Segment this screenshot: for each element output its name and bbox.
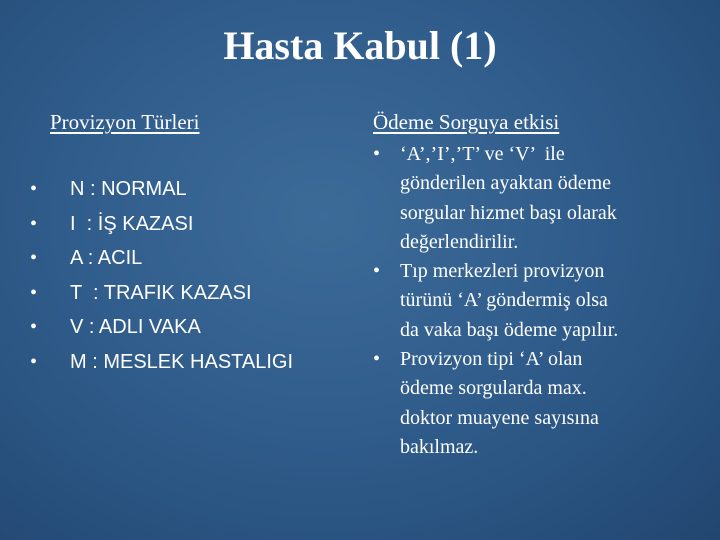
bullet-icon: •	[30, 178, 38, 200]
effect-text-line: ödeme sorgularda max.	[400, 377, 587, 400]
list-item	[373, 257, 673, 345]
effect-text-line: türünü ‘A’ göndermiş olsa	[400, 289, 608, 312]
provizyon-types-list	[30, 172, 293, 379]
effect-text-line: değerlendirilir.	[400, 230, 519, 253]
provizyon-type-label: T : TRAFIK KAZASI	[70, 281, 252, 304]
bullet-icon: •	[30, 350, 38, 373]
effect-text-line: doktor muayene sayısına	[400, 406, 599, 429]
list-item	[373, 345, 673, 462]
bullet-icon: •	[373, 260, 381, 283]
odeme-sorguya-etkisi-heading: Ödeme Sorguya etkisi	[373, 110, 560, 134]
list-item	[373, 140, 673, 257]
provizyon-type-label: M : MESLEK HASTALIGI	[70, 350, 294, 373]
list-item	[30, 207, 293, 242]
effect-text-line: gönderilen ayaktan ödeme	[400, 172, 612, 195]
bullet-icon: •	[30, 281, 38, 304]
list-item	[30, 276, 293, 311]
provizyon-type-label: V : ADLI VAKA	[70, 316, 201, 338]
provizyon-turleri-heading: Provizyon Türleri	[50, 110, 200, 134]
bullet-icon: •	[373, 348, 381, 371]
slide-title: Hasta Kabul (1)	[223, 23, 497, 68]
provizyon-type-label: A : ACIL	[70, 247, 143, 269]
effect-text-line: ‘A’,’I’,’T’ ve ‘V’ ile	[400, 143, 565, 165]
bullet-icon: •	[30, 316, 38, 338]
bullet-icon: •	[30, 212, 38, 235]
effect-text-line: da vaka başı ödeme yapılır.	[400, 318, 619, 341]
bullet-icon: •	[373, 143, 381, 165]
provizyon-type-label: N : NORMAL	[70, 178, 187, 200]
effect-text-line: bakılmaz.	[400, 435, 479, 458]
list-item	[30, 172, 293, 207]
bullet-icon: •	[30, 247, 38, 269]
list-item	[30, 241, 293, 276]
list-item	[30, 345, 293, 380]
effect-text-line: sorgular hizmet başı olarak	[400, 201, 617, 224]
effect-text-line: Provizyon tipi ‘A’ olan	[400, 348, 583, 371]
odeme-effect-list	[373, 140, 673, 462]
effect-text-line: Tıp merkezleri provizyon	[400, 260, 605, 283]
list-item	[30, 310, 293, 345]
provizyon-type-label: I : İŞ KAZASI	[70, 212, 194, 235]
